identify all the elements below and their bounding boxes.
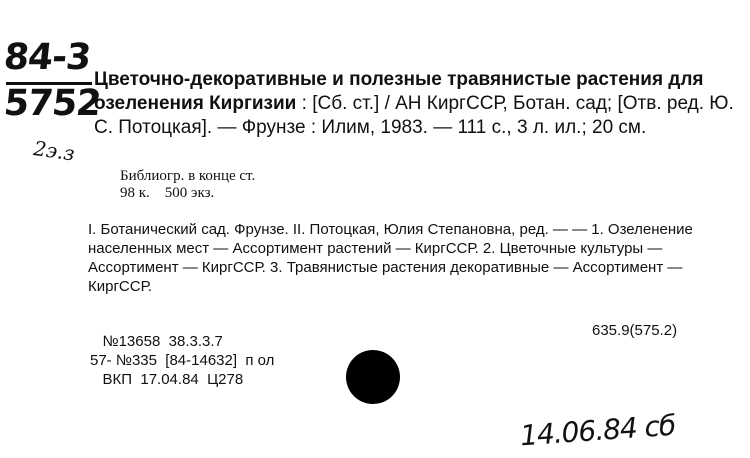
punch-hole (346, 350, 400, 404)
title-rest: : [Сб. ст.] / АН КиргССР, Ботан. сад; [Отв. ред. Ю. С. Потоцкая]. — Фрунзе : Илим, 1983. — 111 с., 3 л. ил.; 20 см. (94, 93, 734, 138)
handwritten-date: 14.06.84 сб (519, 408, 677, 453)
shelfmark-bottom: 5752 (1, 83, 103, 124)
notes (120, 168, 255, 202)
code-line: ВКП 17.04.84 Ц278 (90, 371, 244, 388)
code-line: 57- №335 [84-14632] п ол (90, 352, 275, 369)
handwritten-copies-note: 2э.з (32, 136, 77, 166)
shelfmark-top: 84-3 (1, 37, 93, 78)
bibliographic-description (94, 68, 734, 140)
title-main: Цветочно-декоративные и полезные травянистые растения для озеленения Киргизии (94, 69, 704, 114)
registration-codes (90, 332, 274, 389)
note-price-print: 98 к. 500 экз. (120, 185, 215, 201)
tracings: I. Ботанический сад. Фрунзе. II. Потоцкая, Юлия Степановна, ред. — — 1. Озеленение населенных мест — Ассортимент растений — КиргССР. 2. Цветочные культуры — Ассортимент — КиргССР. 3. Травянистые растения декоративные — Ассортимент — КиргССР. (88, 221, 693, 295)
note-bibliography: Библиогр. в конце ст. (120, 168, 256, 184)
code-line: №13658 38.3.3.7 (90, 333, 223, 350)
shelfmark (1, 37, 103, 124)
classification-code: 635.9(575.2) (592, 322, 678, 339)
